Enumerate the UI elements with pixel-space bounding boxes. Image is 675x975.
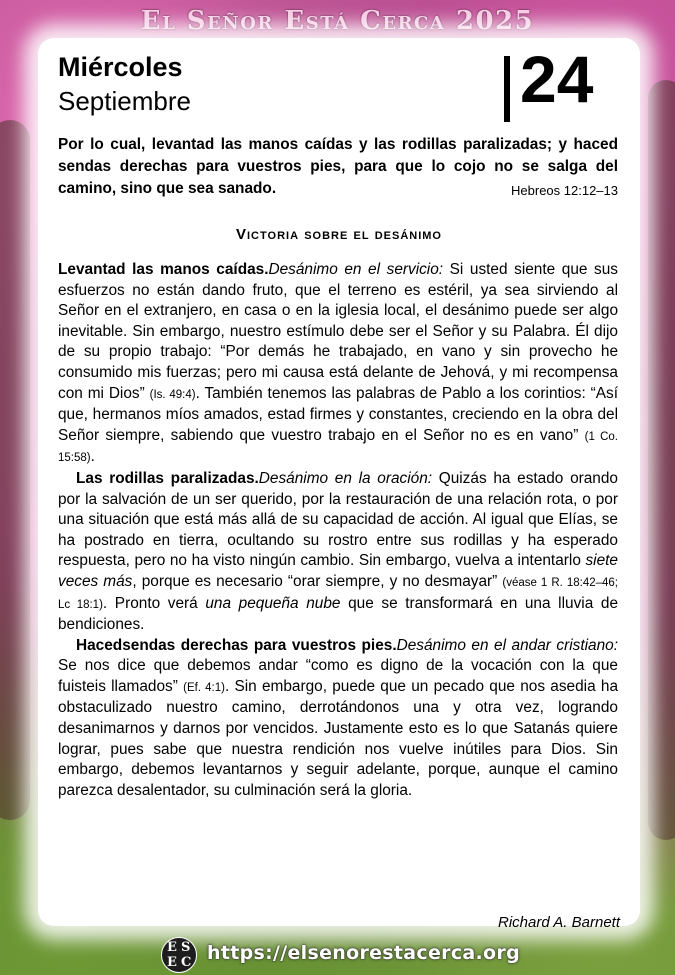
paragraph-text: . También tenemos las palabras de Pablo a los corintios: “Así que, hermanos míos amados, estad firmes y constantes, creciendo en la obra del Señor siempre, sabiendo que vuestro trabajo en el Señor no es en vano” [58,384,618,444]
paragraph-1 [58,260,618,469]
verse-text: Por lo cual, levantad las manos caídas y las rodillas paralizadas; y haced sendas derechas para vuestros pies, para que lo cojo no se salga del camino, sino que sea sanado. [58,136,618,197]
footer [0,936,675,972]
logo-letter: E [167,955,177,970]
paragraph-text: Quizás ha estado orando por la salvación de un ser querido, por la restauración de una relación rota, o por una situación que está más allá de su capacidad de acción. Al igual que Elías, se ha postrado en tierra, ocultando su rostro entre sus rodillas y ha esperado respuesta, pero no ha visto ningún cambio. Sin embargo, vuelva a intentarlo [58,469,618,570]
day-number: 24 [520,42,594,116]
paragraph-text: . Sin embargo, puede que un pecado que nos asedia ha obstaculizado nuestro camino, derrotándonos una y otra vez, logrando desanimarnos y darnos por vencidos. Justamente esto es lo que Satanás quiere lograr, pues sabe que nuestra rendición nos vuelve inútiles para Dios. Sin embargo, debemos levantarnos y seguir adelante, porque, aunque el camino parezca desalentador, su culminación será la gloria. [58,677,619,799]
scripture-ref: (véase 1 R. 18:42–46; Lc 18:1) [58,576,618,611]
paragraph-subhead: Desánimo en la oración: [258,469,433,487]
paragraph-text: Se nos dice que debemos andar “como es digno de la vocación con la que fuisteis llamados” [58,657,618,695]
publisher-logo-icon [161,937,197,973]
paragraph-text: Si usted siente que sus esfuerzos no están dando fruto, que el terreno es estéril, ya sea sirviendo al Señor en el extranjero, en casa o en la iglesia local, el desánimo puede ser algo inevitable. Sin embargo, nuestro estímulo debe ser el Señor y su Palabra. Él dijo de su propio trabajo: “Por demás he trabajado, en vano y sin provecho he consumido mis fuerzas; pero mi causa está delante de Jehová, y mi recompensa con mi Dios” [58,261,618,402]
paragraph-3 [58,636,618,802]
paragraph-text: . [90,448,95,466]
verse-reference: Hebreos 12:12–13 [511,183,618,198]
month: Septiembre [58,86,191,116]
tree-trunk-left [0,120,30,820]
publication-title: El Señor Está Cerca 2025 [140,6,535,36]
date-divider [504,56,510,122]
paragraph-subhead: Desánimo en el servicio: [268,261,444,278]
emphasis-text: una pequeña nube [205,594,341,612]
scripture-ref: (1 Co. 15:58) [58,430,618,465]
devotional-title: Victoria sobre el desánimo [236,226,442,243]
paragraph-text: . Pronto verá [102,594,206,612]
author-name: Richard A. Barnett [498,914,620,931]
paragraph-subhead: Desánimo en el andar cristiano: [396,636,618,654]
scripture-ref: (Is. 49:4) [149,388,196,401]
scripture-ref: (Ef. 4:1) [183,681,225,694]
website-link[interactable]: https://elsenorestacerca.org [207,942,520,964]
logo-letter: S [181,940,191,955]
paragraph-text: que se transformará en una lluvia de bendiciones. [58,594,618,634]
logo-letter: C [181,955,192,970]
paragraph-2 [58,469,618,636]
logo-letter: E [167,940,177,955]
paragraph-lead: Las rodillas paralizadas. [76,469,259,487]
key-verse [58,134,618,202]
tree-trunk-right [648,80,675,840]
devotional-card [38,38,640,931]
devotional-body [58,260,618,801]
paragraph-text: , porque es necesario “orar siempre, y no desmayar” [132,572,503,590]
paragraph-lead: Levantad las manos caídas. [58,261,269,278]
paragraph-lead: Hacedsendas derechas para vuestros pies. [76,636,397,654]
weekday: Miércoles [58,52,183,82]
emphasis-text: siete veces más [58,552,618,590]
